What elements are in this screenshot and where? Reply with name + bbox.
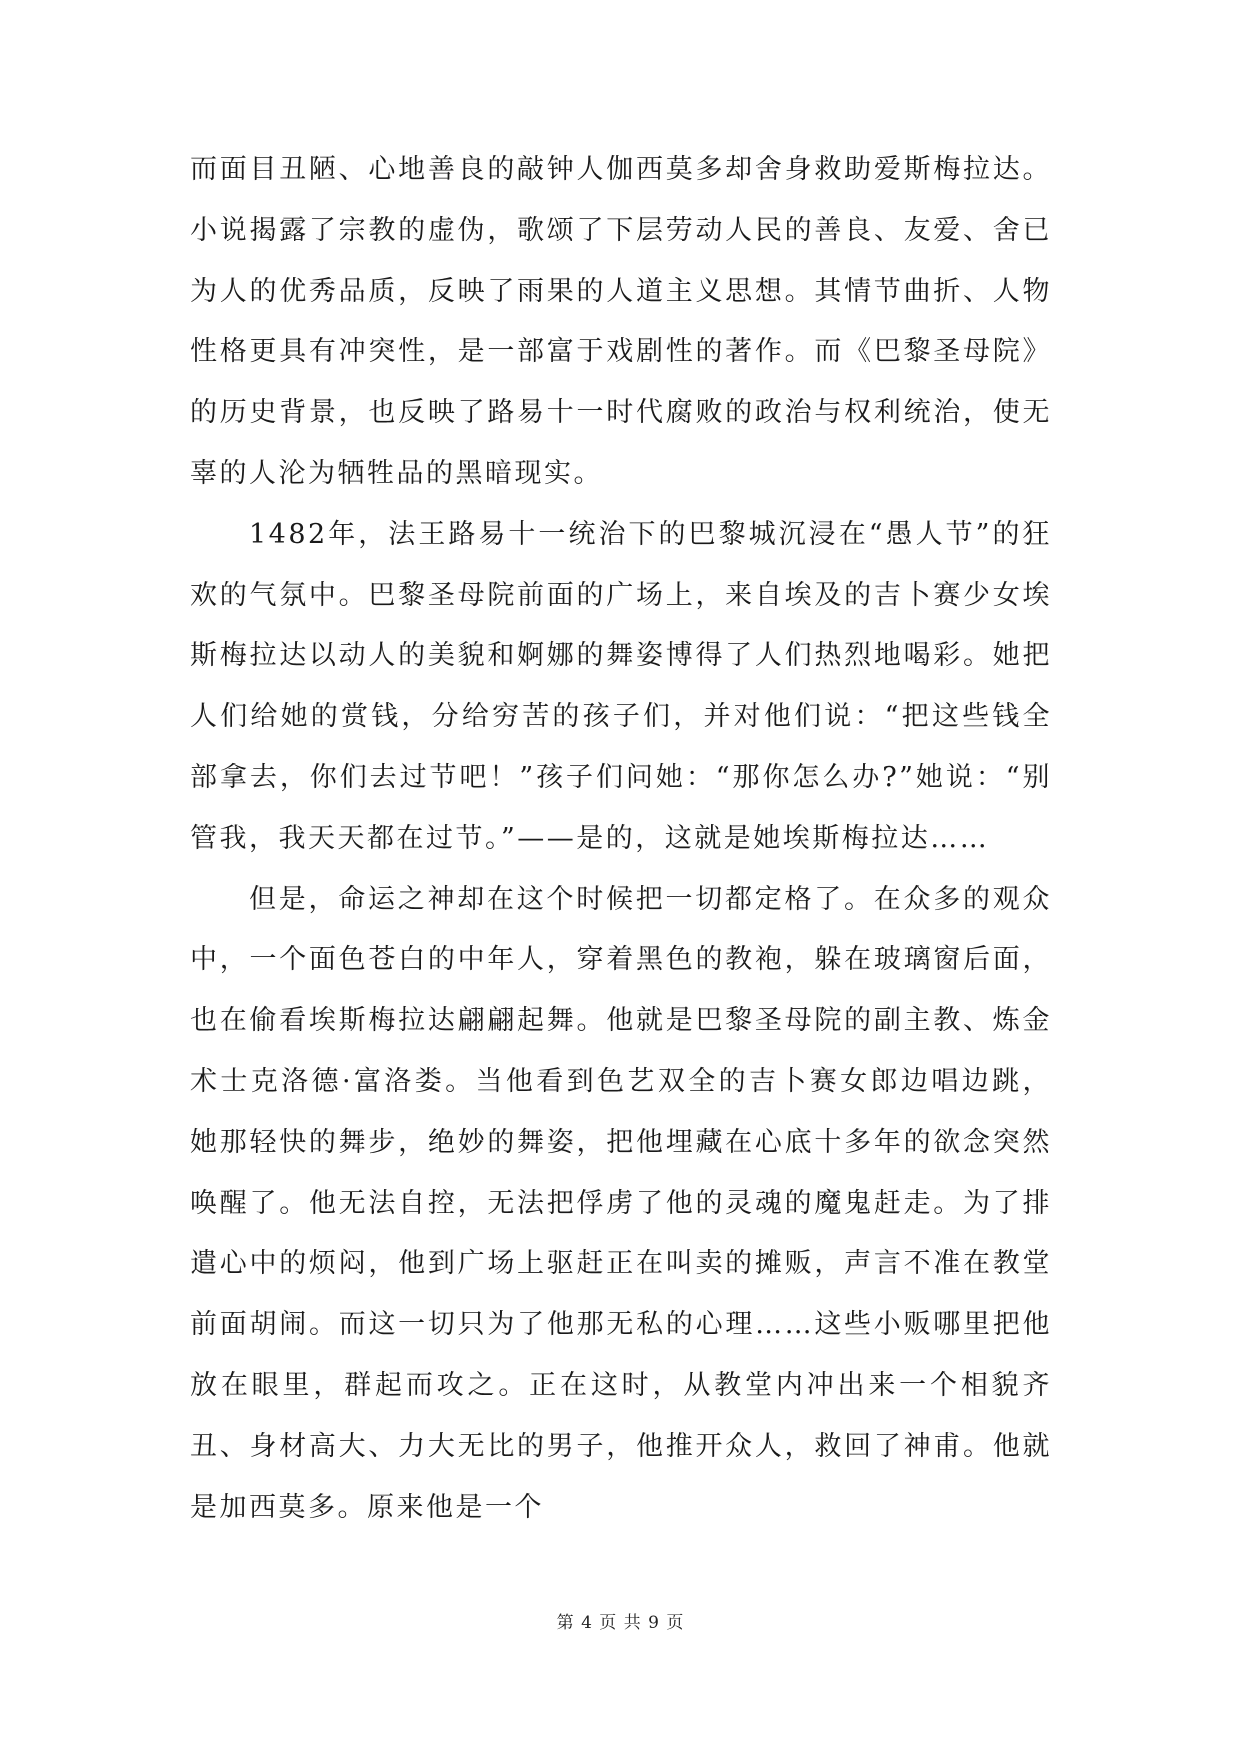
paragraph-3: 但是，命运之神却在这个时候把一切都定格了。在众多的观众中，一个面色苍白的中年人，穿着黑色的教袍，躲在玻璃窗后面，也在偷看埃斯梅拉达翩翩起舞。他就是巴黎圣母院的副主教、炼金术士克洛德·富洛娄。当他看到色艺双全的吉卜赛女郎边唱边跳，她那轻快的舞步，绝妙的舞姿，把他埋藏在心底十多年的欲念突然唤醒了。他无法自控，无法把俘虏了他的灵魂的魔鬼赶走。为了排遣心中的烦闷，他到广场上驱赶正在叫卖的摊贩，声言不准在教堂前面胡闹。而这一切只为了他那无私的心理……这些小贩哪里把他放在眼里，群起而攻之。正在这时，从教堂内冲出来一个相貌齐丑、身材高大、力大无比的男子，他推开众人，救回了神甫。他就是加西莫多。原来他是一个	[190, 883, 1052, 1523]
document-body	[190, 140, 1052, 1538]
paragraph-2: 1482年，法王路易十一统治下的巴黎城沉浸在“愚人节”的狂欢的气氛中。巴黎圣母院前面的广场上，来自埃及的吉卜赛少女埃斯梅拉达以动人的美貌和婀娜的舞姿博得了人们热烈地喝彩。她把人们给她的赏钱，分给穷苦的孩子们，并对他们说：“把这些钱全部拿去，你们去过节吧！”孩子们问她：“那你怎么办?”她说：“别管我，我天天都在过节。”——是的，这就是她埃斯梅拉达……	[190, 518, 1052, 854]
paragraph-1: 而面目丑陋、心地善良的敲钟人伽西莫多却舍身救助爱斯梅拉达。小说揭露了宗教的虚伪，歌颂了下层劳动人民的善良、友爱、舍已为人的优秀品质，反映了雨果的人道主义思想。其情节曲折、人物性格更具有冲突性，是一部富于戏剧性的著作。而《巴黎圣母院》的历史背景，也反映了路易十一时代腐败的政治与权利统治，使无辜的人沦为牺牲品的黑暗现实。	[190, 154, 1052, 489]
page-number-footer: 第 4 页 共 9 页	[556, 1613, 685, 1633]
